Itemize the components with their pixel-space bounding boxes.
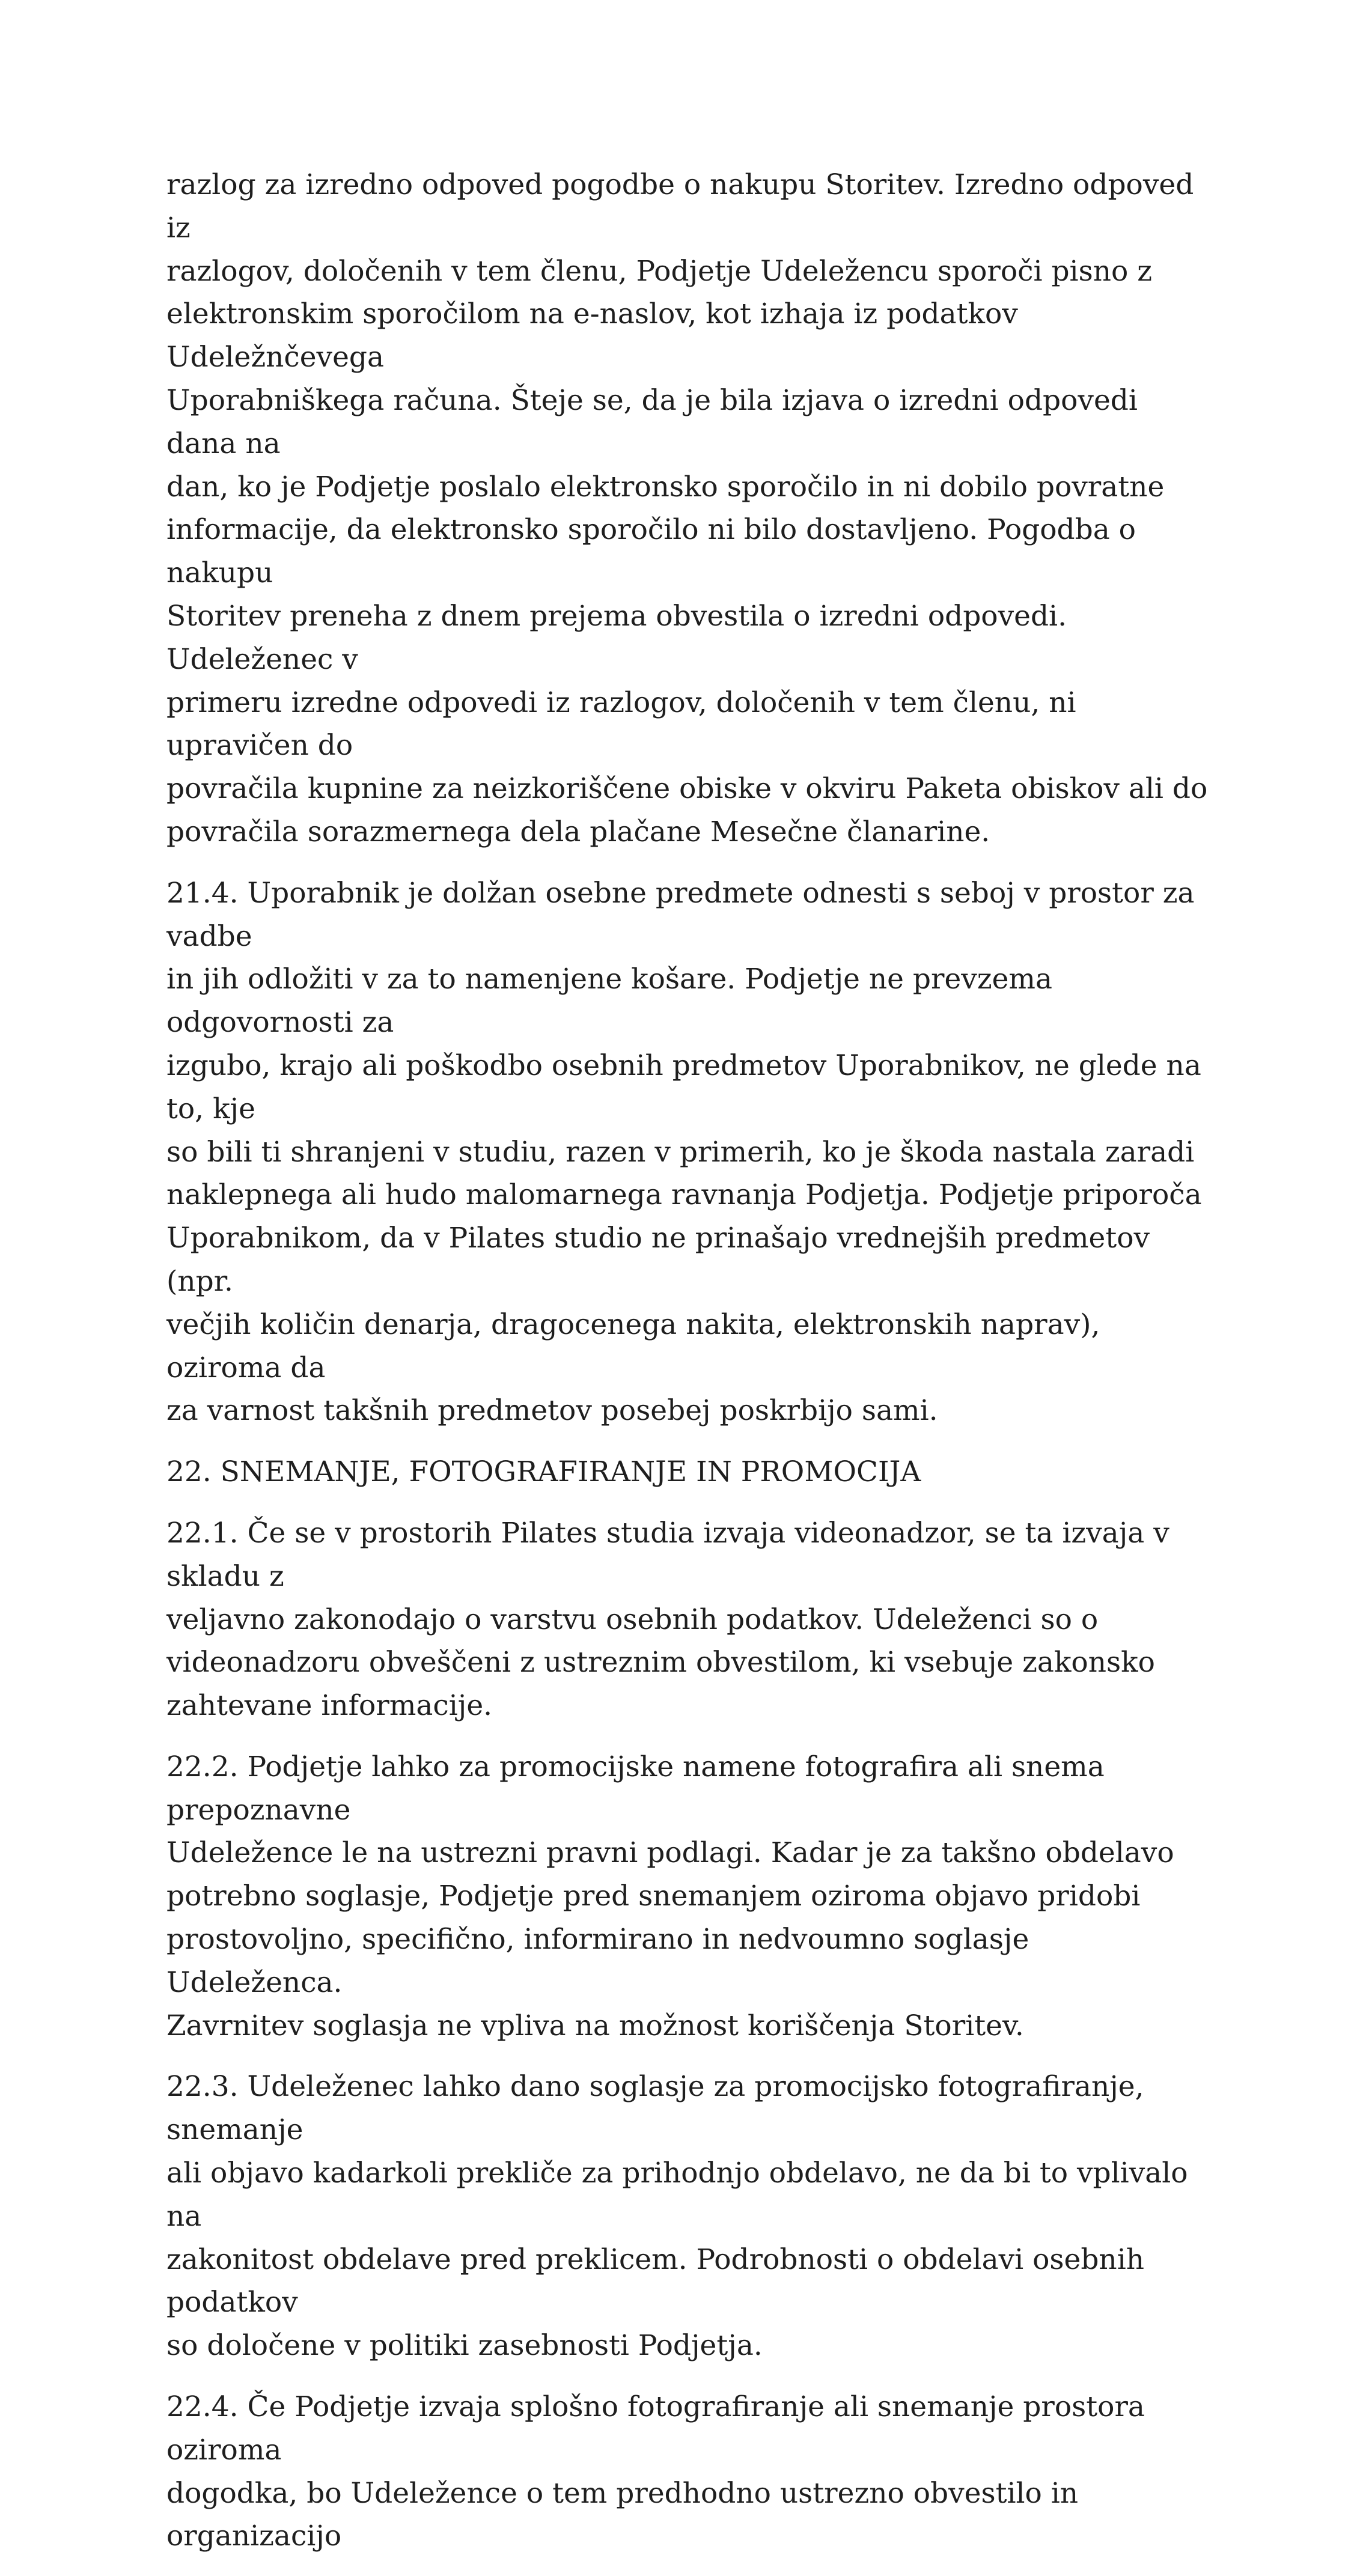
paragraph-22-3: 22.3. Udeleženec lahko dano soglasje za promocijsko fotografiranje, snemanje ali objavo kadarkoli prekliče za prihodnjo obdelavo, ne da bi to vplivalo na zakonitost obdelave pred preklicem. Podrobnosti o obdelavi osebnih podatkov so določene v politiki zasebnosti Podjetja. [166,2070,1188,2363]
paragraph-withdrawal-continued: razlog za izredno odpoved pogodbe o nakupu Storitev. Izredno odpoved iz razlogov, določenih v tem členu, Podjetje Udeležencu sporoči pisno z elektronskim sporočilom na e-naslov, kot izhaja iz podatkov Udeležnčevega Uporabniškega računa. Šteje se, da je bila izjava o izredni odpovedi dana na dan, ko je Podjetje poslalo elektronsko sporočilo in ni dobilo povratne informacije, da elektronsko sporočilo ni bilo dostavljeno. Pogodba o nakupu Storitev preneha z dnem prejema obvestila o izredni odpovedi. Udeleženec v primeru izredne odpovedi iz razlogov, določenih v tem členu, ni upravičen do povračila kupnine za neizkoriščene obiske v okviru Paketa obiskov ali do povračila sorazmernega dela plačane Mesečne članarine. [166,168,1208,848]
paragraph-21-4: 21.4. Uporabnik je dolžan osebne predmete odnesti s seboj v prostor za vadbe in jih odložiti v za to namenjene košare. Podjetje ne prevzema odgovornosti za izgubo, krajo ali poškodbo osebnih predmetov Uporabnikov, ne glede na to, kje so bili ti shranjeni v studiu, razen v primerih, ko je škoda nastala zaradi naklepnega ali hudo malomarnega ravnanja Podjetja. Podjetje priporoča Uporabnikom, da v Pilates studio ne prinašajo vrednejših predmetov (npr. večjih količin denarja, dragocenega nakita, elektronskih naprav), oziroma da za varnost takšnih predmetov posebej poskrbijo sami. [166,876,1202,1428]
paragraph-22-2: 22.2. Podjetje lahko za promocijske namene fotografira ali snema prepoznavne Udeležence le na ustrezni pravni podlagi. Kadar je za takšno obdelavo potrebno soglasje, Podjetje pred snemanjem oziroma objavo pridobi prostovoljno, specifično, informirano in nedvoumno soglasje Udeleženca. Zavrnitev soglasja ne vpliva na možnost koriščenja Storitev. [166,1750,1174,2042]
section-heading-22: 22. SNEMANJE, FOTOGRAFIRANJE IN PROMOCIJA [166,1455,921,1489]
paragraph-22-1: 22.1. Če se v prostorih Pilates studia izvaja videonadzor, se ta izvaja v skladu z veljavno zakonodajo o varstvu osebnih podatkov. Udeleženci so o videonadzoru obveščeni z ustreznim obvestilom, ki vsebuje zakonsko zahtevane informacije. [166,1516,1169,1723]
document-page [166,163,1212,2576]
paragraph-22-4: 22.4. Če Podjetje izvaja splošno fotografiranje ali snemanje prostora oziroma dogodka, bo Udeležence o tem predhodno ustrezno obvestilo in organizacijo [166,2390,1145,2553]
